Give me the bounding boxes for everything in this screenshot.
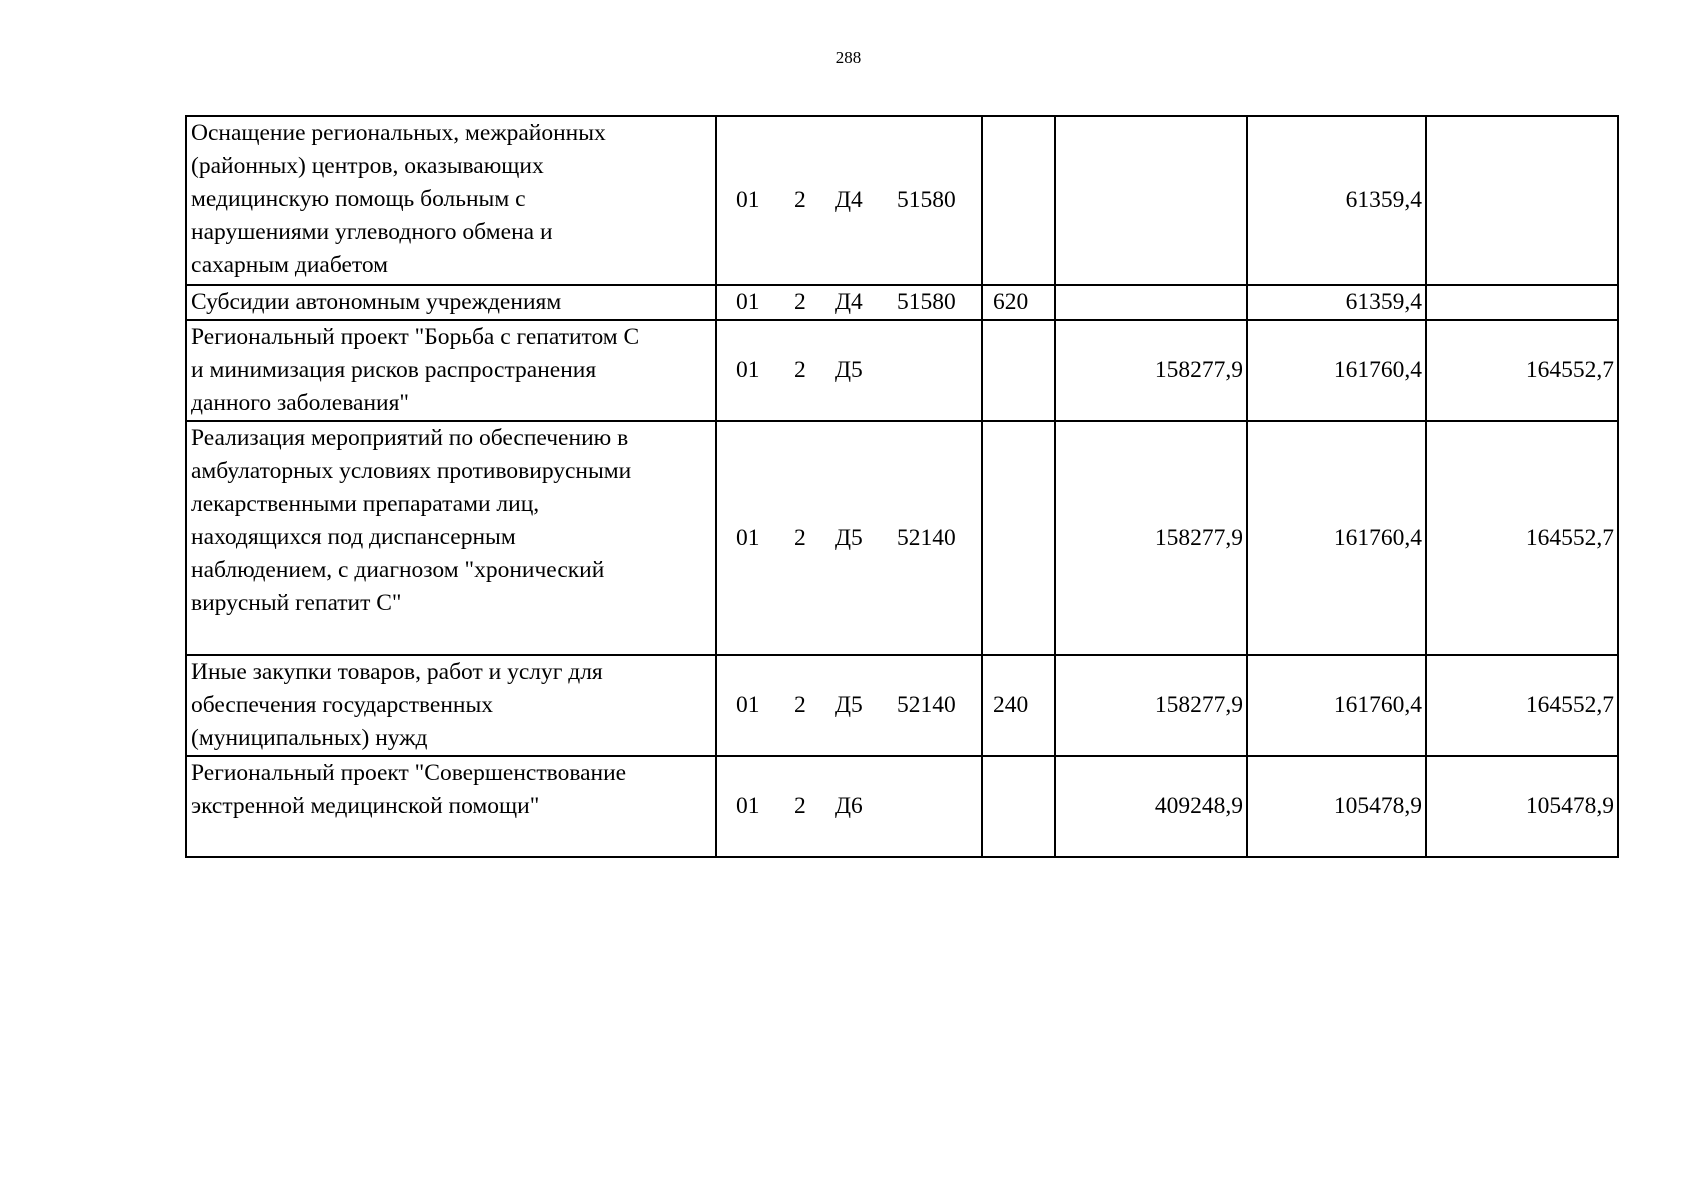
program-code: 01 [736, 793, 760, 819]
table-row [186, 285, 1618, 320]
expense-type-cell [982, 116, 1055, 285]
row-name-cell [186, 655, 716, 756]
row-name-line: Субсидии автономным учреждениям [191, 289, 562, 315]
code-cell [716, 655, 982, 756]
row-name-line: экстренной медицинской помощи" [191, 793, 540, 819]
amount-2-cell: 61359,4 [1247, 285, 1426, 320]
amount-2-cell: 161760,4 [1247, 320, 1426, 421]
row-name-line: обеспечения государственных [191, 692, 494, 718]
code-cell [716, 756, 982, 857]
row-name-line: медицинскую помощь больным с [191, 186, 526, 212]
subprogram-code: 2 [794, 793, 806, 819]
amount-2-cell: 61359,4 [1247, 116, 1426, 285]
expense-type-cell [982, 421, 1055, 655]
row-name-line: вирусный гепатит С" [191, 590, 402, 616]
project-code: Д4 [835, 289, 863, 315]
row-name-line: данного заболевания" [191, 390, 410, 416]
direction-code: 51580 [897, 187, 956, 213]
project-code: Д6 [835, 793, 863, 819]
program-code: 01 [736, 692, 760, 718]
project-code: Д5 [835, 524, 863, 551]
program-code: 01 [736, 289, 760, 315]
budget-table [185, 115, 1619, 858]
row-name-line: Региональный проект "Совершенствование [191, 760, 627, 786]
row-name-line: Иные закупки товаров, работ и услуг для [191, 659, 603, 685]
amount-1-cell: 158277,9 [1055, 655, 1247, 756]
row-name-line: (районных) центров, оказывающих [191, 153, 544, 179]
subprogram-code: 2 [794, 357, 806, 383]
amount-3-cell: 164552,7 [1426, 655, 1618, 756]
direction-code: 52140 [897, 524, 956, 551]
expense-type-cell: 620 [982, 285, 1055, 320]
amount-1-cell: 409248,9 [1055, 756, 1247, 857]
subprogram-code: 2 [794, 187, 806, 213]
direction-code: 51580 [897, 289, 956, 315]
row-name-line: (муниципальных) нужд [191, 725, 428, 751]
row-name-line: и минимизация рисков распространения [191, 357, 597, 383]
row-name-line: Региональный проект "Борьба с гепатитом С [191, 324, 640, 350]
row-name-line: Оснащение региональных, межрайонных [191, 120, 606, 146]
project-code: Д5 [835, 692, 863, 718]
amount-3-cell [1426, 116, 1618, 285]
amount-3-cell: 164552,7 [1426, 320, 1618, 421]
expense-type-cell [982, 320, 1055, 421]
amount-1-cell [1055, 285, 1247, 320]
code-cell [716, 116, 982, 285]
amount-3-cell [1426, 285, 1618, 320]
expense-type-cell: 240 [982, 655, 1055, 756]
amount-2-cell: 161760,4 [1247, 421, 1426, 655]
table-row [186, 421, 1618, 655]
row-name-cell [186, 320, 716, 421]
code-cell [716, 320, 982, 421]
row-name-cell [186, 116, 716, 285]
table-row [186, 655, 1618, 756]
amount-2-cell: 161760,4 [1247, 655, 1426, 756]
subprogram-code: 2 [794, 289, 806, 315]
code-cell [716, 421, 982, 655]
project-code: Д4 [835, 187, 863, 213]
amount-1-cell: 158277,9 [1055, 320, 1247, 421]
row-name-line: сахарным диабетом [191, 252, 389, 278]
subprogram-code: 2 [794, 692, 806, 718]
row-name-line: находящихся под диспансерным [191, 524, 516, 550]
amount-3-cell: 164552,7 [1426, 421, 1618, 655]
table-row [186, 320, 1618, 421]
program-code: 01 [736, 524, 760, 551]
row-name-line: Реализация мероприятий по обеспечению в [191, 425, 629, 451]
row-name-cell [186, 421, 716, 655]
amount-3-cell: 105478,9 [1426, 756, 1618, 857]
expense-type-cell [982, 756, 1055, 857]
program-code: 01 [736, 357, 760, 383]
code-cell [716, 285, 982, 320]
row-name-line: нарушениями углеводного обмена и [191, 219, 553, 245]
amount-2-cell: 105478,9 [1247, 756, 1426, 857]
program-code: 01 [736, 187, 760, 213]
subprogram-code: 2 [794, 524, 806, 551]
row-name-cell [186, 756, 716, 857]
amount-1-cell [1055, 116, 1247, 285]
amount-1-cell: 158277,9 [1055, 421, 1247, 655]
page-number: 288 [835, 48, 862, 67]
row-name-line: лекарственными препаратами лиц, [191, 491, 540, 517]
row-name-line: наблюдением, с диагнозом "хронический [191, 557, 605, 583]
table-row [186, 756, 1618, 857]
row-name-line: амбулаторных условиях противовирусными [191, 458, 632, 484]
project-code: Д5 [835, 357, 863, 383]
table-row [186, 116, 1618, 285]
direction-code: 52140 [897, 692, 956, 718]
row-name-cell [186, 285, 716, 320]
